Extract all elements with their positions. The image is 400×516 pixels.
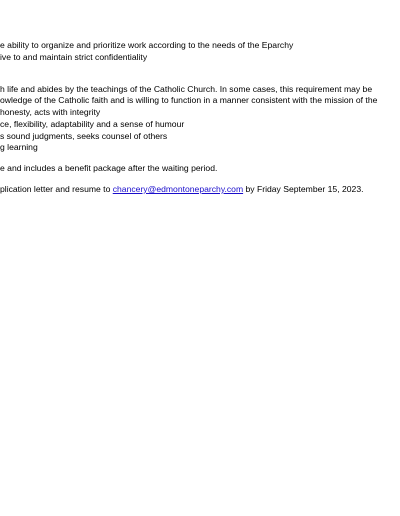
- text-line-flexibility: ce, flexibility, adaptability and a sense of humour: [0, 119, 185, 129]
- text-line-benefit-package: e and includes a benefit package after the waiting period.: [0, 163, 218, 173]
- text-line-judgments: s sound judgments, seeks counsel of others: [0, 131, 168, 141]
- email-link[interactable]: chancery@edmontoneparchy.com: [112, 184, 244, 194]
- text-line-organize-prioritize: e ability to organize and prioritize work according to the needs of the Eparchy: [0, 40, 294, 50]
- text-line-confidentiality: ive to and maintain strict confidentiality: [0, 52, 148, 62]
- text-line-honesty: honesty, acts with integrity: [0, 107, 101, 117]
- text-line-catholic-teachings: h life and abides by the teachings of the Catholic Church. In some cases, this requirement may be: [0, 84, 373, 94]
- application-deadline: by Friday September 15, 2023.: [243, 184, 364, 194]
- application-prefix: plication letter and resume to: [0, 184, 113, 194]
- text-line-catholic-faith: owledge of the Catholic faith and is willing to function in a manner consistent with the mission of the: [0, 95, 378, 105]
- text-line-learning: g learning: [0, 142, 38, 152]
- application-instructions: [0, 184, 364, 195]
